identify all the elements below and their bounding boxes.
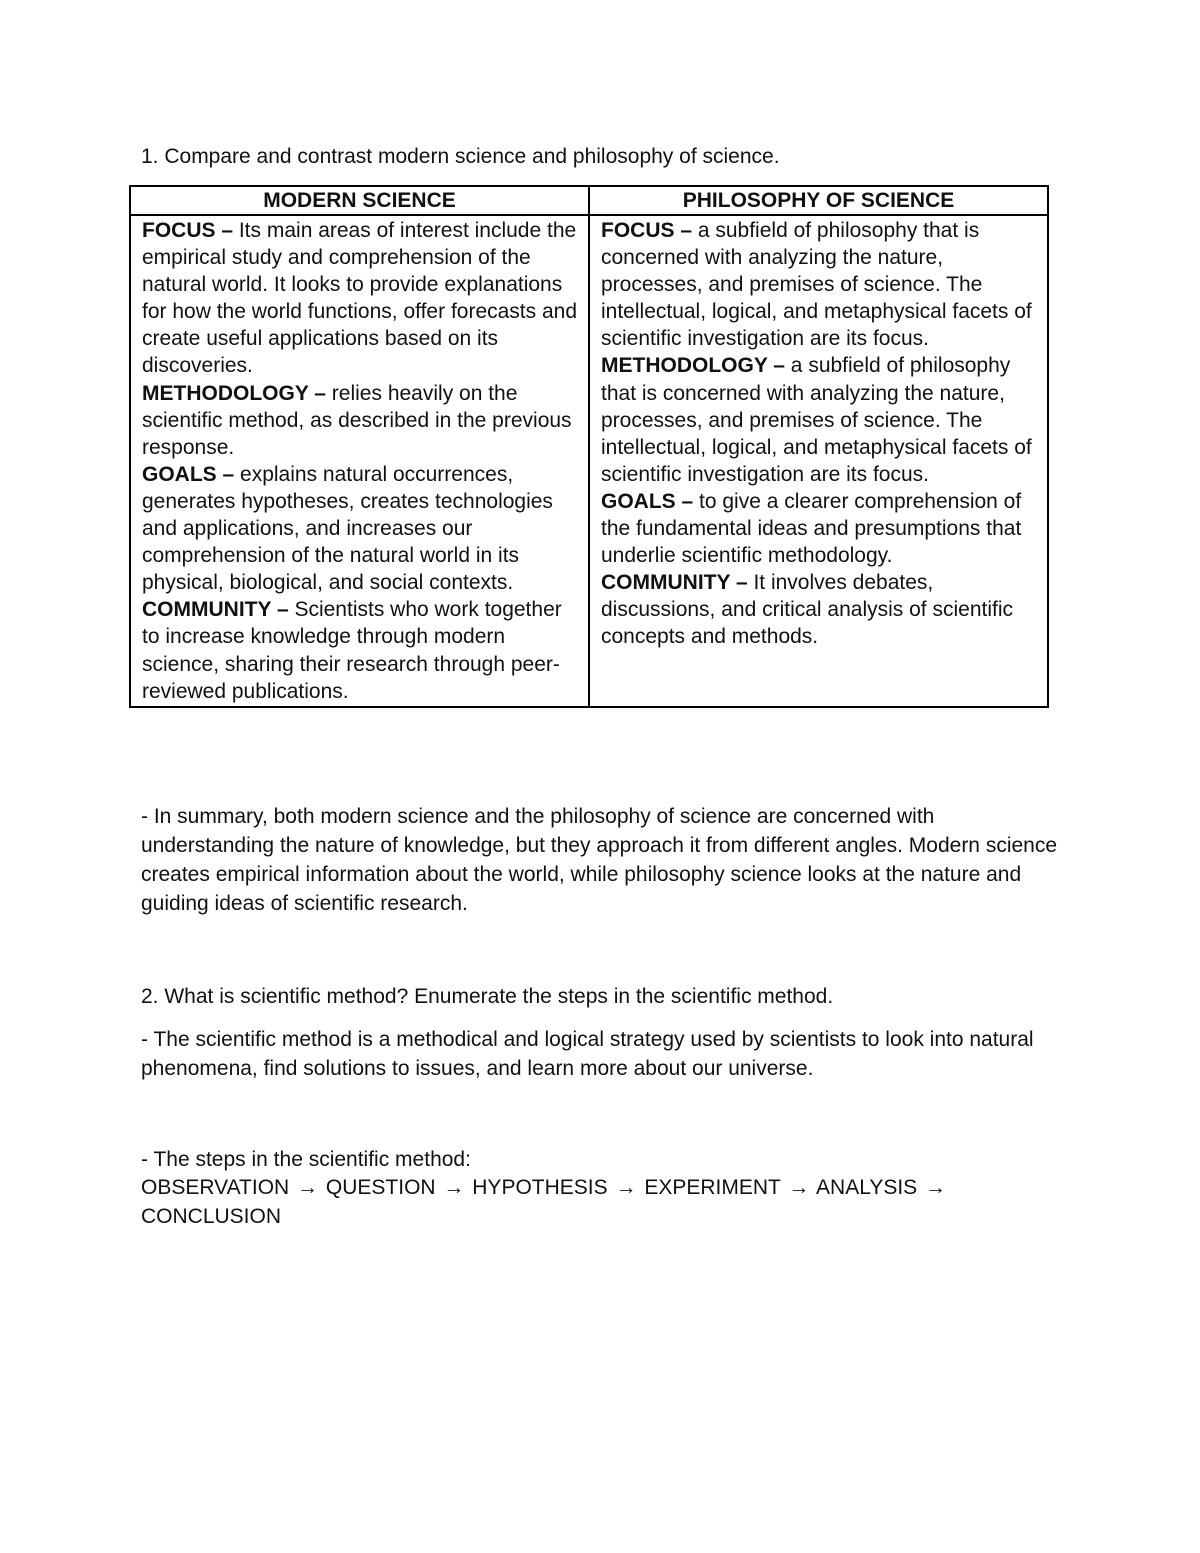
philosophy-methodology-entry — [601, 352, 1039, 487]
entry-text: explains natural occurrences, generates hypotheses, creates technologies and applications, and increases our comprehension of the natural world in its physical, biological, and social contexts. — [142, 462, 553, 595]
term-label: GOALS – — [601, 489, 694, 513]
step-experiment: EXPERIMENT — [644, 1176, 781, 1199]
arrow-right-icon: → — [297, 1176, 319, 1199]
modern-science-cell — [130, 215, 589, 707]
question-2: 2. What is scientific method? Enumerate the steps in the scientific method. — [141, 985, 834, 1008]
entry-text: It involves debates, discussions, and critical analysis of scientific concepts and methods. — [601, 571, 1014, 649]
philosophy-community-entry — [601, 569, 1039, 650]
arrow-right-icon: → — [788, 1176, 810, 1199]
term-label: FOCUS – — [142, 219, 234, 242]
step-observation: OBSERVATION — [141, 1176, 290, 1199]
step-conclusion: CONCLUSION — [141, 1205, 282, 1228]
arrow-right-icon: → — [925, 1176, 947, 1199]
entry-text: Its main areas of interest include the empirical study and comprehension of the natural world. It looks to provide explanations for how the world functions, offer forecasts and create useful applications based on its discoveries. — [142, 219, 578, 378]
modern-focus-entry — [142, 217, 580, 380]
summary-paragraph: - In summary, both modern science and the philosophy of science are concerned with understanding the nature of knowledge, but they approach it from different angles. Modern science creates empirical information about the world, while philosophy science looks at the nature and guiding ideas of scientific research. — [141, 805, 1058, 915]
steps-intro: - The steps in the scientific method: — [141, 1148, 471, 1171]
modern-methodology-entry — [142, 380, 580, 461]
entry-text: Scientists who work together to increase knowledge through modern science, sharing their research through peer-reviewed publications. — [142, 598, 562, 703]
header-modern-science: MODERN SCIENCE — [130, 186, 589, 215]
table-header-row — [130, 186, 1048, 215]
philosophy-goals-entry — [601, 488, 1039, 569]
answer-2-paragraph: - The scientific method is a methodical and logical strategy used by scientists to look into natural phenomena, find solutions to issues, and learn more about our universe. — [141, 1028, 1034, 1080]
entry-text: a subfield of philosophy that is concerned with analyzing the nature, processes, and premises of science. The intellectual, logical, and metaphysical facets of scientific investigation are its focus. — [601, 354, 1032, 486]
term-label: GOALS – — [142, 462, 235, 486]
arrow-right-icon: → — [443, 1176, 465, 1199]
philosophy-focus-entry — [601, 217, 1039, 352]
modern-goals-entry — [142, 461, 580, 596]
entry-text: a subfield of philosophy that is concerned with analyzing the nature, processes, and premises of science. The intellectual, logical, and metaphysical facets of scientific investigation are its focus. — [601, 219, 1032, 351]
comparison-table — [129, 185, 1049, 708]
term-label: METHODOLOGY – — [142, 381, 326, 405]
step-hypothesis: HYPOTHESIS — [472, 1176, 608, 1199]
term-label: COMMUNITY – — [601, 571, 748, 595]
table-row — [130, 215, 1048, 707]
question-1: 1. Compare and contrast modern science and philosophy of science. — [141, 145, 780, 168]
term-label: COMMUNITY – — [142, 598, 289, 622]
philosophy-of-science-cell — [589, 215, 1048, 707]
term-label: METHODOLOGY – — [601, 354, 785, 378]
entry-text: to give a clearer comprehension of the fundamental ideas and presumptions that underlie scientific methodology. — [601, 489, 1022, 568]
step-analysis: ANALYSIS — [816, 1176, 918, 1199]
header-philosophy-of-science: PHILOSOPHY OF SCIENCE — [589, 186, 1048, 215]
modern-community-entry — [142, 596, 580, 704]
step-question: QUESTION — [325, 1176, 436, 1199]
term-label: FOCUS – — [601, 219, 693, 242]
steps-sequence — [141, 1173, 1041, 1231]
entry-text: relies heavily on the scientific method, as described in the previous response. — [142, 381, 572, 459]
arrow-right-icon: → — [615, 1176, 637, 1199]
